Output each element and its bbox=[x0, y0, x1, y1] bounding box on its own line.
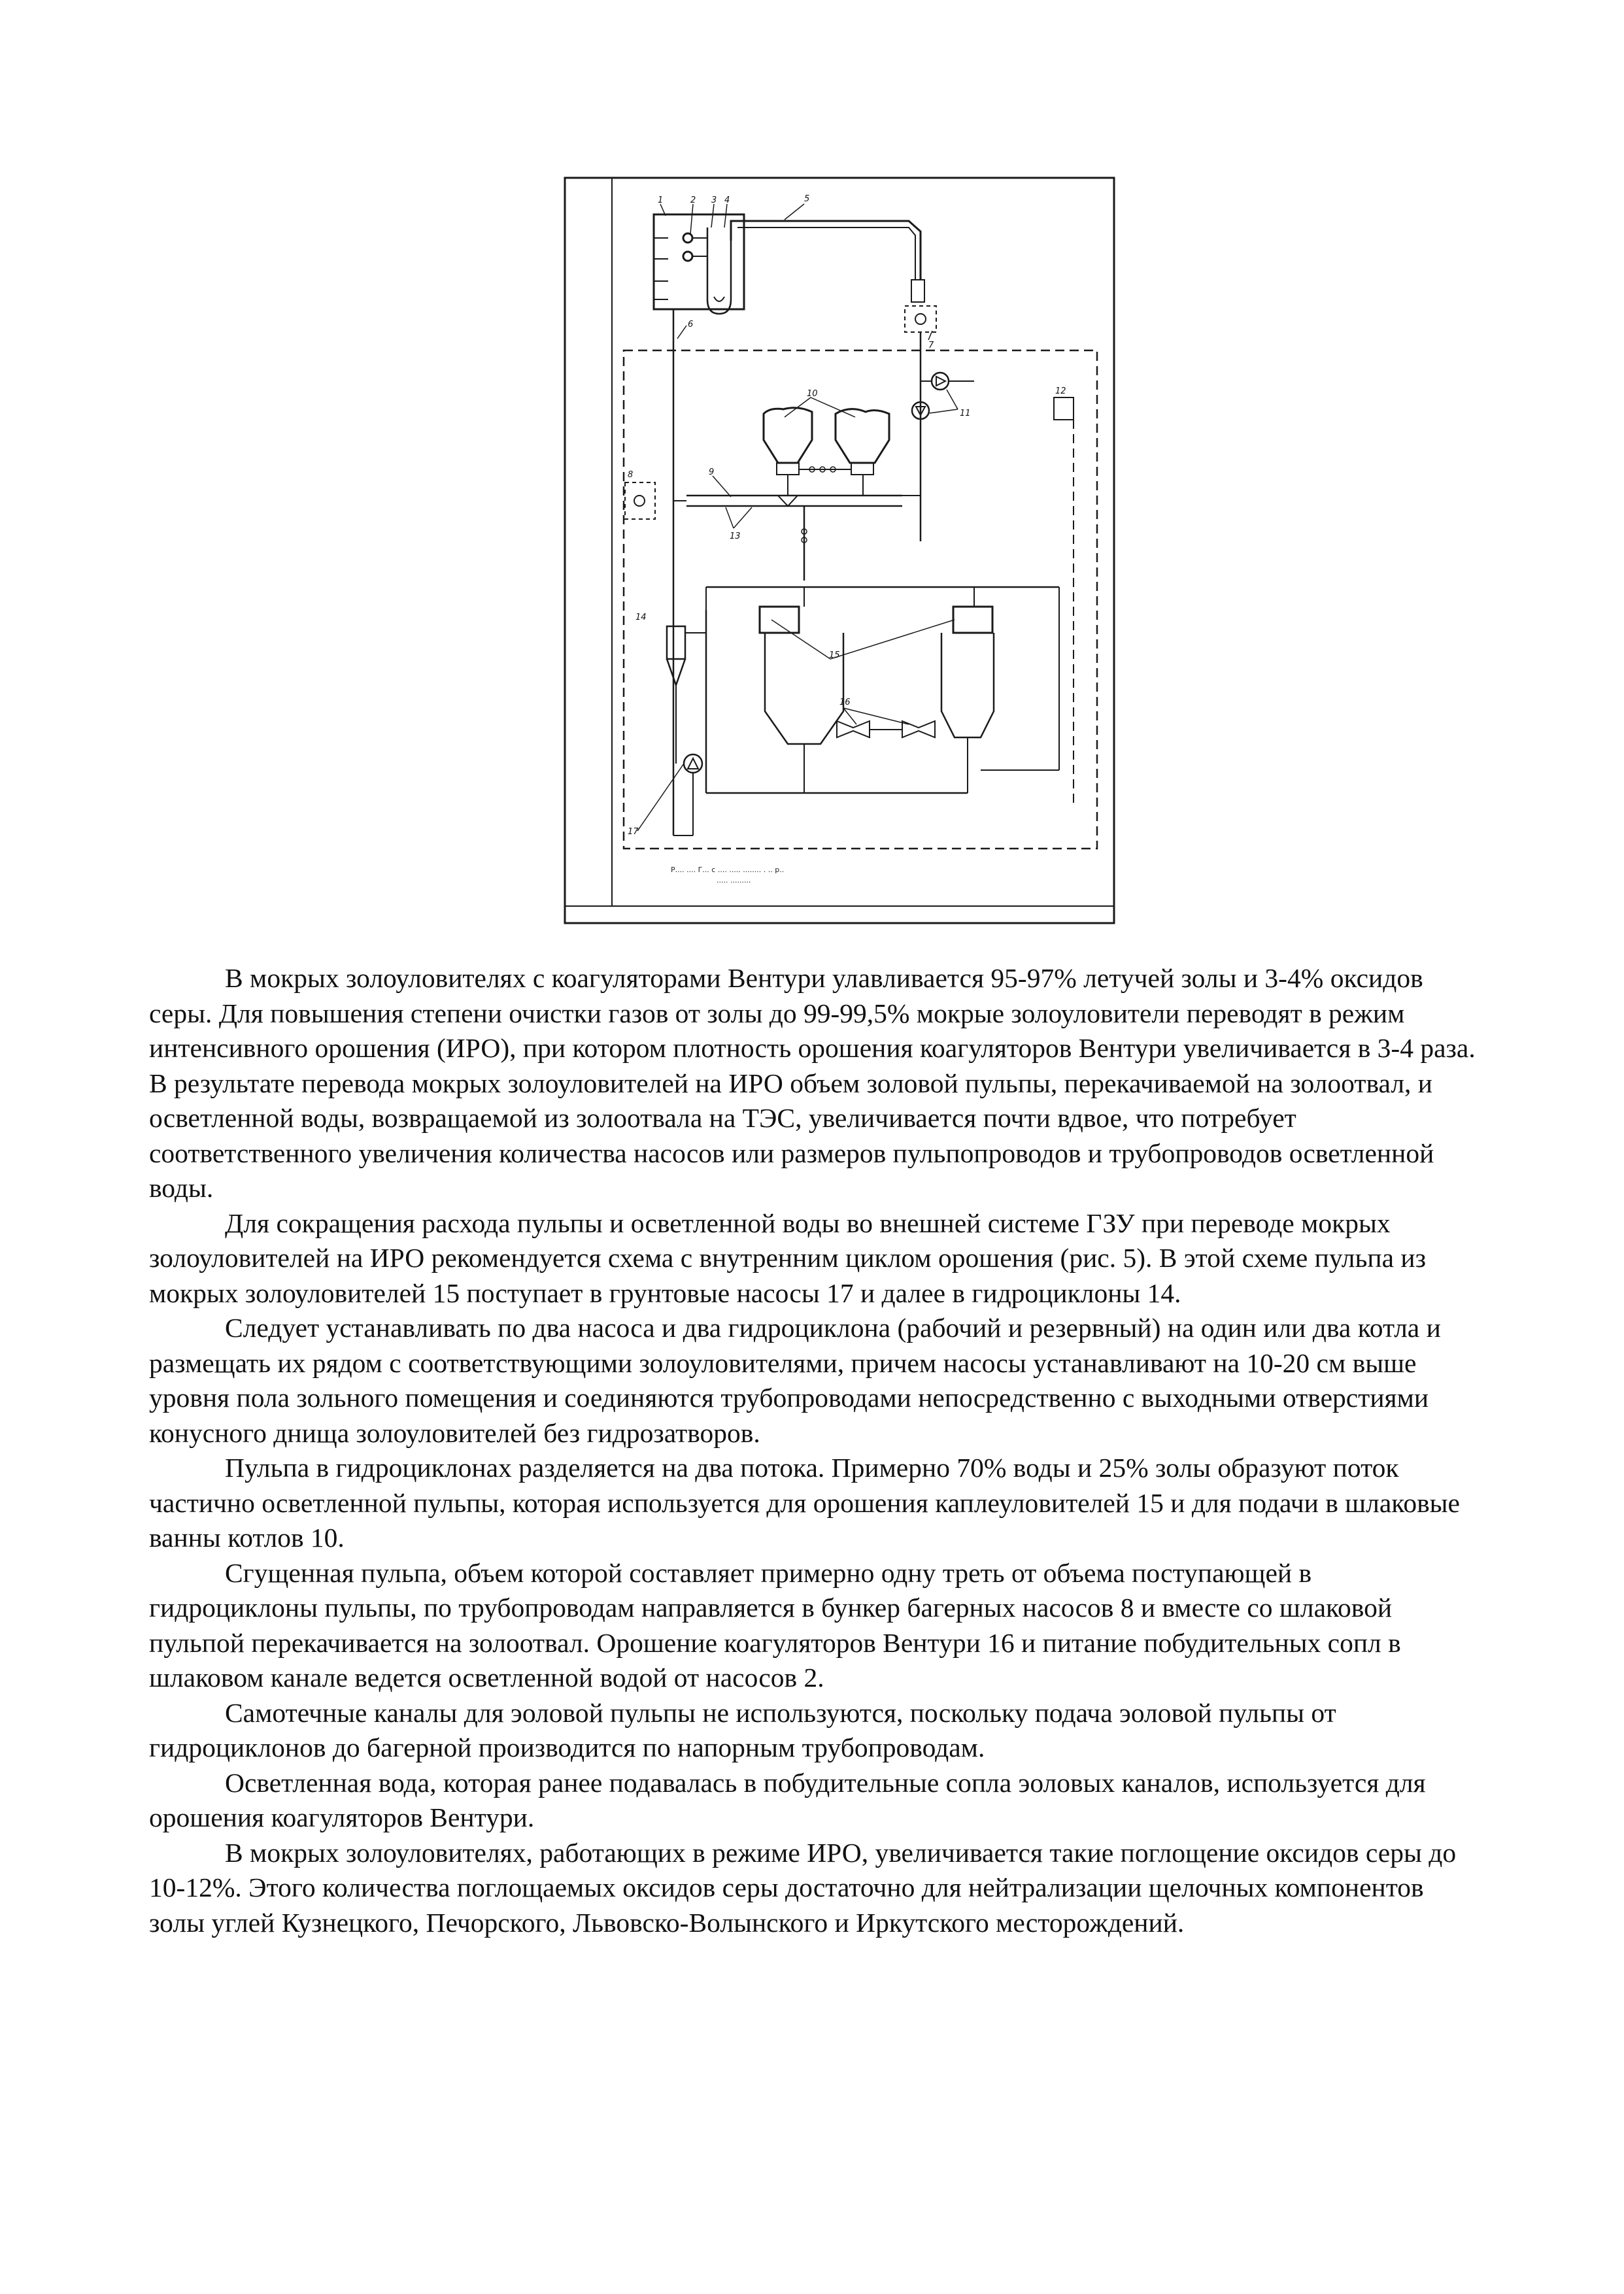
scrubber-15a bbox=[760, 607, 799, 633]
paragraph-1: В мокрых золоуловителях с коагуляторами Вентури улавливается 95-97% летучей золы и 3-4% оксидов серы. Для повышения степени очистки газов от золы до 99-99,5% мокрые золоуловители переводят в режим интенсивного орошения (ИРО), при котором плотность орошения коагуляторов Вентури увеличивается в 3-4 раза. В результате перевода мокрых золоуловителей на ИРО объем золовой пульпы, перекачиваемой на золоотвал, и осветленной воды, возвращаемой из золоотвала на ТЭС, увеличивается почти вдвое, что потребует соответственного увеличения количества насосов или размеров пульпопроводов и трубопроводов осветленной воды. bbox=[149, 963, 1476, 1203]
paragraph-8: В мокрых золоуловителях, работающих в режиме ИРО, увеличивается такие поглощение оксидов серы до 10-12%. Этого количества поглощаемых оксидов серы достаточно для нейтрализации щелочных компонентов золы углей Кузнецкого, Печорского, Львовско-Волынского и Иркутского месторождений. bbox=[149, 1837, 1457, 1938]
label-16: 16 bbox=[839, 698, 851, 707]
paragraph-5: Сгущенная пульпа, объем которой составляет примерно одну треть от объема поступающей в гидроциклоны пульпы, по трубопроводам направляется в бункер багерных насосов 8 и вместе со шлаковой пульпой перекачивается на золоотвал. Орошение коагуляторов Вентури 16 и питание побудительных сопл в шлаковом канале ведется осветленной водой от насосов 2. bbox=[149, 1557, 1401, 1693]
figure-caption-line1: Р.... .... Г... с .... ..... ........ . .. р.. bbox=[671, 866, 785, 874]
body-text bbox=[149, 961, 1483, 1940]
pump-2a bbox=[683, 233, 692, 243]
paragraph-3: Следует устанавливать по два насоса и два гидроциклона (рабочий и резервный) на один или два котла и размещать их рядом с соответствующими золоуловителями, причем насосы устанавливают на 10-20 см выше уровня пола зольного помещения и соединяются трубопроводами непосредственно с выходными отверстиями конусного днища золоуловителей без гидрозатворов. bbox=[149, 1313, 1441, 1448]
label-8: 8 bbox=[628, 470, 634, 480]
label-5: 5 bbox=[804, 194, 810, 204]
paragraph-7: Осветленная вода, которая ранее подавалась в побудительные сопла эоловых каналов, используется для орошения коагуляторов Вентури. bbox=[149, 1767, 1426, 1832]
label-10: 10 bbox=[807, 389, 818, 399]
figure-border bbox=[565, 178, 1114, 923]
paragraph-2: Для сокращения расхода пульпы и осветленной воды во внешней системе ГЗУ при переводе мокрых золоуловителей на ИРО рекомендуется схема с внутренним циклом орошения (рис. 5). В этой схеме пульпа из мокрых золоуловителей 15 поступает в грунтовые насосы 17 и далее в гидроциклоны 14. bbox=[149, 1207, 1427, 1308]
label-11: 11 bbox=[960, 409, 971, 418]
bunker-10a bbox=[764, 408, 812, 463]
scheme-diagram bbox=[562, 175, 1117, 926]
label-15: 15 bbox=[829, 650, 840, 660]
label-13: 13 bbox=[730, 531, 741, 541]
pump-2b bbox=[683, 252, 692, 261]
label-6: 6 bbox=[688, 320, 694, 329]
label-1: 1 bbox=[658, 195, 664, 205]
figure-scheme bbox=[562, 175, 1117, 926]
label-9: 9 bbox=[709, 467, 715, 477]
box-12 bbox=[1054, 397, 1074, 420]
label-17: 17 bbox=[628, 827, 639, 837]
figure-caption-line2: ..... ......... bbox=[717, 876, 751, 885]
label-14: 14 bbox=[635, 613, 647, 622]
label-12: 12 bbox=[1055, 386, 1066, 396]
label-2: 2 bbox=[690, 195, 696, 205]
paragraph-4: Пульпа в гидроциклонах разделяется на два потока. Примерно 70% воды и 25% золы образуют поток частично осветленной пульпы, которая используется для орошения каплеуловителей 15 и для подачи в шлаковые ванны котлов 10. bbox=[149, 1453, 1460, 1553]
paragraph-6: Самотечные каналы для эоловой пульпы не используются, поскольку подача эоловой пульпы от гидроциклонов до багерной производится по напорным трубопроводам. bbox=[149, 1697, 1336, 1763]
box-7 bbox=[905, 306, 936, 332]
label-3: 3 bbox=[711, 195, 717, 205]
flue-duct-5 bbox=[731, 221, 921, 280]
box-8 bbox=[625, 482, 655, 519]
bunker-10b bbox=[836, 409, 889, 463]
label-4: 4 bbox=[724, 195, 730, 205]
scrubber-15b bbox=[953, 607, 992, 633]
enclosure bbox=[624, 350, 1097, 849]
label-7: 7 bbox=[928, 341, 934, 350]
hydrocyclone-14 bbox=[667, 626, 685, 659]
